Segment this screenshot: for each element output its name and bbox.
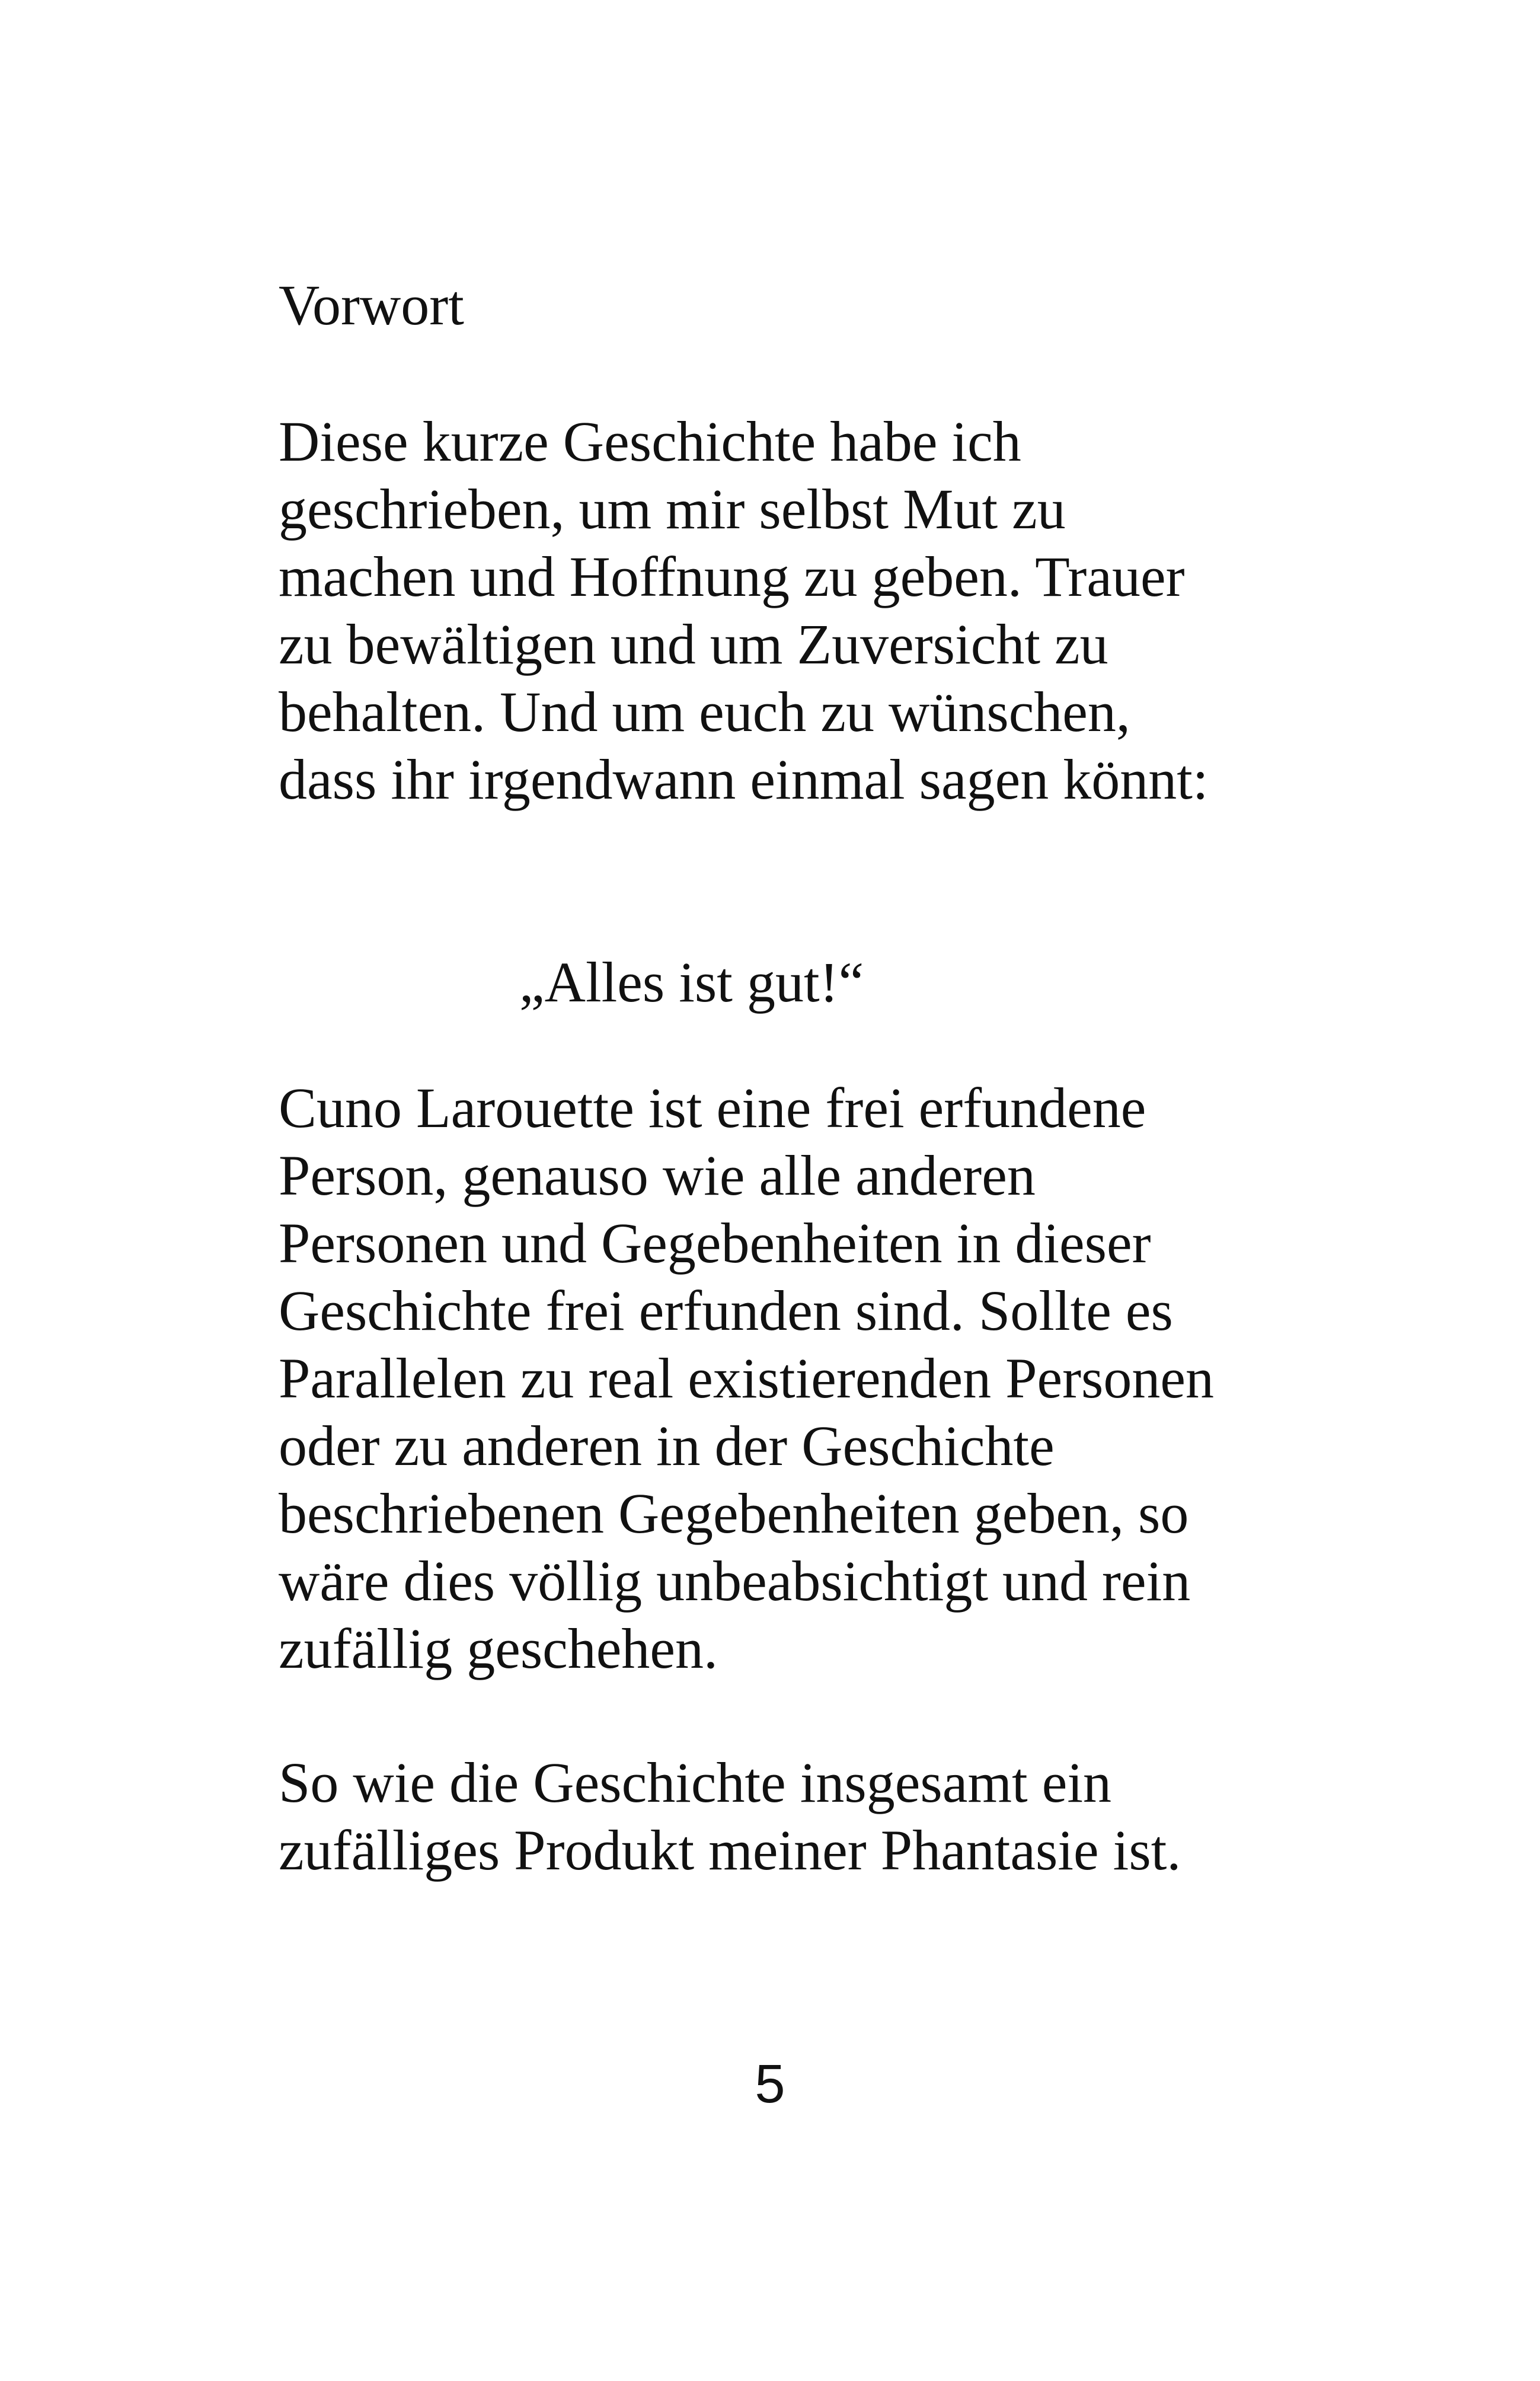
paragraph-line: dass ihr irgendwann einmal sagen könnt: [279,748,1209,811]
heading-text: Vorwort [279,273,464,337]
paragraph-line: beschriebenen Gegebenheiten geben, so [279,1482,1189,1545]
paragraph-line: Person, genauso wie alle anderen [279,1144,1036,1207]
paragraph-line: zufällig geschehen. [279,1617,718,1680]
paragraph-line: behalten. Und um euch zu wünschen, [279,680,1130,743]
paragraph-disclaimer [279,1074,1334,1683]
paragraph-line: wäre dies völlig unbeabsichtigt und rein [279,1549,1191,1613]
paragraph-line: So wie die Geschichte insgesamt ein [279,1751,1111,1814]
page-heading [279,272,1334,339]
page-number: 5 [755,2054,785,2114]
paragraph-line: oder zu anderen in der Geschichte [279,1414,1055,1477]
paragraph-line: geschrieben, um mir selbst Mut zu [279,477,1066,541]
paragraph-line: machen und Hoffnung zu geben. Trauer [279,545,1185,608]
paragraph-line: Personen und Gegebenheiten in dieser [279,1211,1151,1275]
paragraph-line: Parallelen zu real existierenden Personen [279,1346,1214,1410]
paragraph-line: Diese kurze Geschichte habe ich [279,410,1021,473]
paragraph-closing [279,1749,1334,1884]
quote-line: „Alles ist gut!“ [519,950,864,1014]
paragraph-line: zufälliges Produkt meiner Phantasie ist. [279,1818,1181,1882]
paragraph-intro [279,408,1334,813]
paragraph-line: zu bewältigen und um Zuversicht zu [279,612,1108,676]
paragraph-line: Geschichte frei erfunden sind. Sollte es [279,1279,1173,1342]
paragraph-line: Cuno Larouette ist eine frei erfundene [279,1076,1146,1140]
